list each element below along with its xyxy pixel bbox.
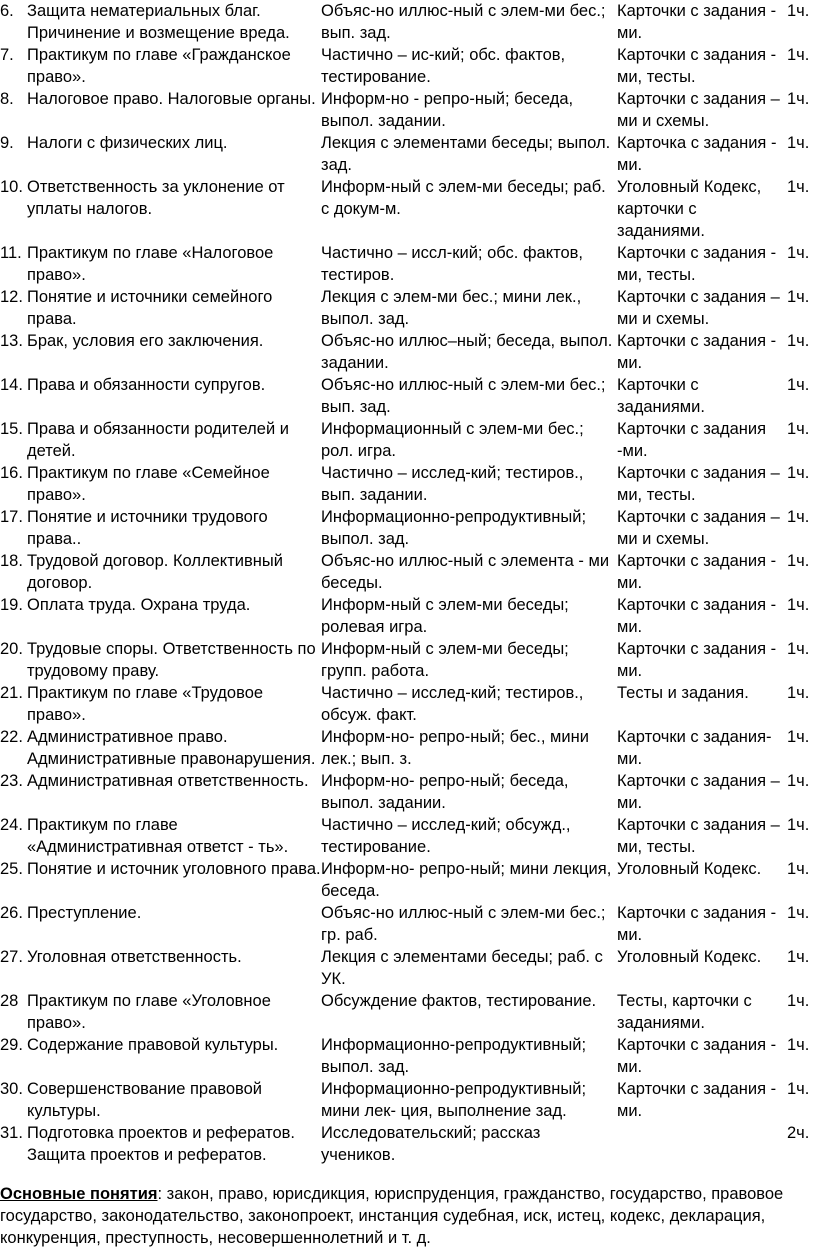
lesson-number: 24. xyxy=(0,816,23,834)
table-row xyxy=(0,418,816,462)
table-row xyxy=(0,990,816,1034)
teaching-method: Исследовательский; рассказ учеников. xyxy=(321,1124,541,1164)
teaching-method: Частично – ис-кий; обс. фактов, тестирование. xyxy=(321,46,566,86)
lesson-hours: 1ч. xyxy=(787,1036,810,1054)
table-row xyxy=(0,814,816,858)
lesson-number: 31. xyxy=(0,1124,23,1142)
lesson-hours: 1ч. xyxy=(787,178,810,196)
table-row xyxy=(0,594,816,638)
lesson-number: 25. xyxy=(0,860,23,878)
lesson-hours: 1ч. xyxy=(787,90,810,108)
table-row xyxy=(0,176,816,242)
table-row xyxy=(0,88,816,132)
lesson-equipment: Карточки с задания - ми. xyxy=(617,552,777,592)
lesson-number: 16. xyxy=(0,464,23,482)
lesson-number: 17. xyxy=(0,508,23,526)
teaching-method: Частично – иссл-кий; обс. фактов, тестиров. xyxy=(321,244,584,284)
teaching-method: Обсуждение фактов, тестирование. xyxy=(321,992,597,1010)
lesson-equipment: Уголовный Кодекс. xyxy=(617,860,762,878)
teaching-method: Частично – исслед-кий; обсужд., тестирование. xyxy=(321,816,571,856)
lesson-equipment: Тесты и задания. xyxy=(617,684,749,702)
lesson-number: 30. xyxy=(0,1080,23,1098)
lesson-equipment: Карточки с задания - ми, тесты. xyxy=(617,46,777,86)
teaching-method: Частично – исслед-кий; тестиров., вып. задании. xyxy=(321,464,584,504)
lesson-topic: Понятие и источники трудового права.. xyxy=(27,508,268,548)
lesson-equipment: Карточки с задания – ми. xyxy=(617,772,780,812)
lesson-hours: 1ч. xyxy=(787,904,810,922)
lesson-topic: Налоговое право. Налоговые органы. xyxy=(27,90,316,108)
teaching-method: Объяс-но иллюс-ный с элем-ми бес.; гр. раб. xyxy=(321,904,606,944)
table-row xyxy=(0,726,816,770)
lesson-number: 22. xyxy=(0,728,23,746)
table-row xyxy=(0,946,816,990)
table-row xyxy=(0,682,816,726)
lesson-hours: 1ч. xyxy=(787,816,810,834)
table-row xyxy=(0,374,816,418)
lesson-hours: 1ч. xyxy=(787,860,810,878)
lesson-hours: 1ч. xyxy=(787,640,810,658)
lesson-hours: 1ч. xyxy=(787,288,810,306)
lesson-equipment: Карточка с задания - ми. xyxy=(617,134,777,174)
lesson-topic: Практикум по главе «Налоговое право». xyxy=(27,244,274,284)
teaching-method: Объяс-но иллюс-ный с элем-ми бес.; вып. зад. xyxy=(321,376,606,416)
lesson-topic: Содержание правовой культуры. xyxy=(27,1036,279,1054)
lesson-topic: Понятие и источники семейного права. xyxy=(27,288,273,328)
lesson-number: 27. xyxy=(0,948,23,966)
lesson-equipment: Карточки с задания – ми, тесты. xyxy=(617,464,780,504)
teaching-method: Частично – исслед-кий; тестиров., обсуж. факт. xyxy=(321,684,584,724)
lesson-topic: Преступление. xyxy=(27,904,142,922)
lesson-number: 9. xyxy=(0,134,14,152)
lesson-hours: 1ч. xyxy=(787,596,810,614)
teaching-method: Лекция с элементами беседы; раб. с УК. xyxy=(321,948,603,988)
lesson-number: 21. xyxy=(0,684,23,702)
teaching-method: Информ-но- репро-ный; беседа, выпол. задании. xyxy=(321,772,569,812)
table-row xyxy=(0,1122,816,1166)
teaching-method: Информ-но- репро-ный; мини лекция, беседа. xyxy=(321,860,612,900)
teaching-method: Объяс-но иллюс-ный с элем-ми бес.; вып. зад. xyxy=(321,2,606,42)
lesson-topic: Практикум по главе «Административная ответст - ть». xyxy=(27,816,289,856)
table-row xyxy=(0,1078,816,1122)
lesson-hours: 1ч. xyxy=(787,464,810,482)
lesson-hours: 1ч. xyxy=(787,376,810,394)
table-row xyxy=(0,462,816,506)
lesson-number: 23. xyxy=(0,772,23,790)
teaching-method: Информационно-репродуктивный; выпол. зад. xyxy=(321,508,587,548)
lesson-number: 14. xyxy=(0,376,23,394)
lesson-equipment: Карточки с задания – ми и схемы. xyxy=(617,90,780,130)
table-row xyxy=(0,44,816,88)
teaching-method: Информационный с элем-ми бес.; рол. игра. xyxy=(321,420,584,460)
teaching-method: Объяс-но иллюс-ный с элемента - ми беседы. xyxy=(321,552,610,592)
lesson-topic: Практикум по главе «Уголовное право». xyxy=(27,992,271,1032)
lesson-topic: Брак, условия его заключения. xyxy=(27,332,264,350)
lesson-topic: Практикум по главе «Трудовое право». xyxy=(27,684,264,724)
lesson-equipment: Уголовный Кодекс, карточки с заданиями. xyxy=(617,178,762,240)
lesson-number: 11. xyxy=(0,244,22,262)
lesson-equipment: Карточки с задания - ми. xyxy=(617,332,777,372)
lesson-number: 10. xyxy=(0,178,23,196)
lesson-hours: 1ч. xyxy=(787,420,810,438)
basic-concepts-text: : закон, право, юрисдикция, юриспруденция, гражданство, государство, правовое государство, законодательство, законопроект, инстанция судебная, иск, истец, кодекс, декларация, конкуренция, преступность, несовершеннолетний и т. д. xyxy=(0,1185,784,1247)
lesson-number: 20. xyxy=(0,640,23,658)
table-row xyxy=(0,506,816,550)
lesson-equipment: Тесты, карточки с заданиями. xyxy=(617,992,752,1032)
lesson-topic: Трудовые споры. Ответственность по трудовому праву. xyxy=(27,640,316,680)
table-row xyxy=(0,638,816,682)
lesson-topic: Практикум по главе «Семейное право». xyxy=(27,464,270,504)
lesson-number: 26. xyxy=(0,904,23,922)
lesson-number: 15. xyxy=(0,420,23,438)
teaching-method: Информ-но - репро-ный; беседа, выпол. задании. xyxy=(321,90,574,130)
table-row xyxy=(0,1034,816,1078)
lesson-topic: Налоги с физических лиц. xyxy=(27,134,228,152)
teaching-method: Информационно-репродуктивный; мини лек- ция, выполнение зад. xyxy=(321,1080,587,1120)
teaching-method: Лекция с элементами беседы; выпол. зад. xyxy=(321,134,611,174)
lesson-equipment: Карточки с задания -ми. xyxy=(617,420,767,460)
table-row xyxy=(0,550,816,594)
lesson-hours: 1ч. xyxy=(787,46,810,64)
lesson-number: 18. xyxy=(0,552,23,570)
lesson-topic: Административное право. Административные правонарушения. xyxy=(27,728,316,768)
lesson-number: 12. xyxy=(0,288,23,306)
lesson-equipment: Уголовный Кодекс. xyxy=(617,948,762,966)
lesson-hours: 1ч. xyxy=(787,332,810,350)
teaching-method: Информ-ный с элем-ми беседы; групп. работа. xyxy=(321,640,569,680)
lesson-topic: Права и обязанности супругов. xyxy=(27,376,266,394)
table-row xyxy=(0,330,816,374)
basic-concepts-label: Основные понятия xyxy=(0,1185,158,1203)
lesson-equipment: Карточки с заданиями. xyxy=(617,376,705,416)
lesson-hours: 1ч. xyxy=(787,244,810,262)
lesson-equipment: Карточки с задания - ми. xyxy=(617,1036,777,1076)
lesson-equipment: Карточки с задания – ми и схемы. xyxy=(617,288,780,328)
lesson-number: 29. xyxy=(0,1036,23,1054)
lesson-hours: 1ч. xyxy=(787,772,810,790)
lesson-equipment: Карточки с задания - ми. xyxy=(617,1080,777,1120)
lesson-number: 7. xyxy=(0,46,14,64)
lesson-hours: 1ч. xyxy=(787,948,810,966)
lesson-topic: Уголовная ответственность. xyxy=(27,948,242,966)
lesson-equipment: Карточки с задания- ми. xyxy=(617,728,772,768)
lesson-hours: 1ч. xyxy=(787,1080,810,1098)
lesson-topic: Совершенствование правовой культуры. xyxy=(27,1080,262,1120)
lesson-hours: 1ч. xyxy=(787,508,810,526)
table-row xyxy=(0,242,816,286)
lesson-number: 6. xyxy=(0,2,14,20)
lesson-hours: 1ч. xyxy=(787,134,810,152)
lesson-hours: 1ч. xyxy=(787,684,810,702)
teaching-method: Информационно-репродуктивный; выпол. зад. xyxy=(321,1036,587,1076)
lesson-number: 19. xyxy=(0,596,23,614)
table-row xyxy=(0,858,816,902)
lesson-hours: 1ч. xyxy=(787,552,810,570)
lesson-equipment: Карточки с задания – ми и схемы. xyxy=(617,508,780,548)
lesson-equipment: Карточки с задания - ми. xyxy=(617,904,777,944)
table-row xyxy=(0,286,816,330)
lesson-topic: Подготовка проектов и рефератов. Защита проектов и рефератов. xyxy=(27,1124,295,1164)
lesson-topic: Трудовой договор. Коллективный договор. xyxy=(27,552,283,592)
teaching-method: Лекция с элем-ми бес.; мини лек., выпол. зад. xyxy=(321,288,582,328)
table-row xyxy=(0,132,816,176)
lesson-hours: 1ч. xyxy=(787,2,810,20)
lesson-equipment: Карточки с задания - ми, тесты. xyxy=(617,244,777,284)
lesson-topic: Практикум по главе «Гражданское право». xyxy=(27,46,291,86)
teaching-method: Информ-ный с элем-ми беседы; раб. с докум-м. xyxy=(321,178,606,218)
lesson-equipment: Карточки с задания - ми. xyxy=(617,2,777,42)
lesson-topic: Права и обязанности родителей и детей. xyxy=(27,420,289,460)
basic-concepts-paragraph xyxy=(0,1183,812,1249)
lesson-equipment: Карточки с задания - ми. xyxy=(617,596,777,636)
lesson-topic: Понятие и источник уголовного права. xyxy=(27,860,321,878)
table-row xyxy=(0,770,816,814)
lesson-hours: 1ч. xyxy=(787,728,810,746)
teaching-method: Объяс-но иллюс–ный; беседа, выпол. задании. xyxy=(321,332,613,372)
teaching-method: Информ-но- репро-ный; бес., мини лек.; вып. з. xyxy=(321,728,589,768)
lesson-number: 8. xyxy=(0,90,14,108)
table-row xyxy=(0,0,816,44)
lesson-number: 13. xyxy=(0,332,23,350)
lesson-number: 28 xyxy=(0,992,19,1010)
lesson-equipment: Карточки с задания – ми, тесты. xyxy=(617,816,780,856)
lesson-topic: Оплата труда. Охрана труда. xyxy=(27,596,251,614)
lesson-topic: Защита нематериальных благ. Причинение и возмещение вреда. xyxy=(27,2,290,42)
lesson-equipment: Карточки с задания - ми. xyxy=(617,640,777,680)
table-row xyxy=(0,902,816,946)
teaching-method: Информ-ный с элем-ми беседы; ролевая игра. xyxy=(321,596,569,636)
lesson-topic: Административная ответственность. xyxy=(27,772,309,790)
lesson-topic: Ответственность за уклонение от уплаты налогов. xyxy=(27,178,285,218)
lesson-hours: 1ч. xyxy=(787,992,810,1010)
lesson-hours: 2ч. xyxy=(787,1124,810,1142)
